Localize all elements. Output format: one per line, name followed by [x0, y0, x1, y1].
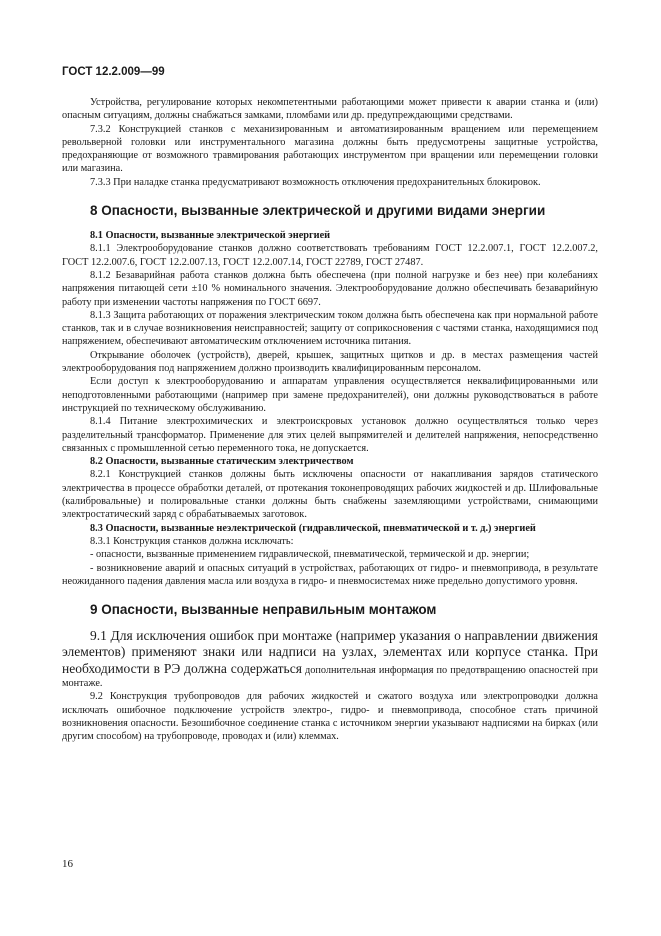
subsection-8-3-title: 8.3 Опасности, вызванные неэлектрической (гидравлической, пневматической и т. д.) энергией	[90, 522, 536, 534]
paragraph: Открывание оболочек (устройств), дверей, крышек, защитных щитков и др. в местах размещения частей электрооборудования под напряжением должно производить квалифицированным персоналом.	[62, 349, 598, 375]
paragraph-8-1-3: 8.1.3 Защита работающих от поражения электрическим током должна быть обеспечена как при нормальной работе станков, так и в случае возникновения неисправностей; защиту от соприкосновения с частями станка, находящимися под напряжением, обеспечивают автоматическим отключением источника питания.	[62, 309, 598, 348]
paragraph-8-3-1: 8.3.1 Конструкция станков должна исключать:	[90, 535, 294, 547]
paragraph: Устройства, регулирование которых некомпетентными работающими может привести к аварии станка и (или) опасным ситуациям, должны снабжаться замками, пломбами или др. предупреждающими средствами.	[62, 97, 598, 122]
paragraph-7-3-3: 7.3.3 При наладке станка предусматривают возможность отключения предохранительных блокировок.	[90, 176, 541, 188]
paragraph-9-2: 9.2 Конструкция трубопроводов для рабочих жидкостей и сжатого воздуха или электропроводки должна исключать ошибочное подключение устройств электро-, гидро- и пневмопривода, способное стать причиной возникновения опасности. Безошибочное соединение станка с источником энергии указывают надписями на бирках (или другим способом) на трубопроводе, проводах и (или) клеммах.	[62, 691, 598, 743]
paragraph-8-1-2: 8.1.2 Безаварийная работа станков должна быть обеспечена (при полной нагрузке и без нее) при колебаниях напряжения питающей сети ±10 % номинального значения. Электрооборудование должно обеспечивать безаварийную работу при изменении частоты напряжения по ГОСТ 6697.	[62, 269, 598, 308]
subsection-8-2-title: 8.2 Опасности, вызванные статическим электричеством	[90, 456, 354, 468]
list-item: - возникновение аварий и опасных ситуаций в устройствах, работающих от гидро- и пневмопривода, в результате неожиданного падения давления масла или воздуха в гидро- и пневмосистемах ниже предельно допустимого уровня.	[62, 562, 598, 587]
list-item: - опасности, вызванные применением гидравлической, пневматической, термической и др. энергии;	[90, 549, 530, 561]
paragraph-7-3-2: 7.3.2 Конструкцией станков с механизированным и автоматизированным вращением или перемещением револьверной головки или инструментального магазина должны быть предусмотрены защитные устройства, предохраняющие от возможного травмирования работающих инструментом при вращении или перемещении головки или магазина.	[62, 123, 598, 175]
page-content	[62, 96, 598, 743]
paragraph: Если доступ к электрооборудованию и аппаратам управления осуществляется неквалифицированными или неподготовленными работающими (например при замене предохранителей), они должны руководствоваться в работе инструкцией по техническому обслуживанию.	[62, 376, 598, 414]
page-number: 16	[62, 858, 73, 870]
document-code: ГОСТ 12.2.009—99	[62, 66, 165, 78]
paragraph-9-1-rest-text: дополнительная информация по предотвращению опасностей при монтаже.	[62, 664, 598, 689]
section-9-title: 9 Опасности, вызванные неправильным монтажом	[90, 602, 437, 618]
paragraph-9-1	[62, 628, 598, 690]
paragraph-8-1-4: 8.1.4 Питание электрохимических и электроискровых установок должно осуществляться только через разделительный трансформатор. Применение для этих целей выпрямителей и делителей напряжения, непосредственно связанных с промышленной сетью переменного тока, не допускается.	[62, 416, 598, 454]
paragraph-9-1-large-text: 9.1 Для исключения ошибок при монтаже (например указания о направлении движения элементов) применяют знаки или надписи на узлах, элементах или корпусе станка. При необходимости в РЭ должна содержаться	[62, 628, 598, 676]
paragraph-8-1-1: 8.1.1 Электрооборудование станков должно соответствовать требованиям ГОСТ 12.2.007.1, ГОСТ 12.2.007.2, ГОСТ 12.2.007.6, ГОСТ 12.2.007.13, ГОСТ 12.2.007.14, ГОСТ 22789, ГОСТ 27487.	[62, 243, 598, 268]
section-8-title: 8 Опасности, вызванные электрической и другими видами энергии	[90, 203, 546, 219]
subsection-8-1-title: 8.1 Опасности, вызванные электрической энергией	[90, 230, 331, 242]
paragraph-8-2-1: 8.2.1 Конструкцией станков должны быть исключены опасности от накапливания зарядов статического электричества в процессе обработки деталей, от протекания токонепроводящих рабочих жидкостей и др. Шлифовальные (калибровальные) и полировальные станки должны быть снабжены заземляющими устройствами, снимающими электростатический заряд с обрабатываемых заготовок.	[62, 469, 598, 521]
